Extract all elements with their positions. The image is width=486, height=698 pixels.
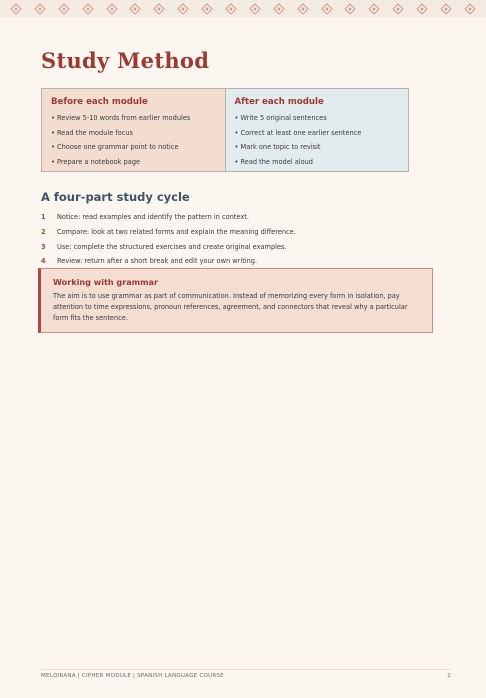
list-item: • Prepare a notebook page	[51, 155, 216, 170]
page-footer	[41, 673, 451, 679]
diamond-ornament-icon	[439, 2, 453, 16]
cycle-step	[41, 254, 441, 269]
bullet-icon: •	[51, 114, 55, 122]
diamond-ornament-icon	[272, 2, 286, 16]
list-item: • Review 5-10 words from earlier modules	[51, 111, 216, 126]
diamond-ornament-icon	[463, 2, 477, 16]
page-title: Study Method	[41, 48, 210, 73]
list-item: • Correct at least one earlier sentence	[235, 126, 400, 141]
after-module-panel	[226, 89, 409, 171]
step-number: 3	[41, 242, 46, 251]
bullet-icon: •	[234, 114, 239, 122]
before-module-heading: Before each module	[51, 97, 148, 107]
bullet-icon: •	[51, 157, 55, 166]
diamond-ornament-icon	[152, 2, 166, 16]
diamond-ornament-icon	[343, 2, 357, 16]
diamond-ornament-icon	[200, 2, 214, 16]
step-text: Notice: read examples and identify the pattern in context.	[57, 213, 249, 222]
before-module-panel	[42, 89, 226, 171]
cycle-step	[41, 239, 441, 254]
module-checklist-panels	[41, 88, 409, 172]
list-item: • Write 5 original sentences	[235, 111, 400, 126]
diamond-ornament-icon	[248, 2, 262, 16]
list-item: • Read the module focus	[51, 126, 216, 141]
step-number: 2	[41, 228, 46, 237]
page-number: 2	[447, 673, 451, 679]
list-item: • Choose one grammar point to notice	[51, 140, 216, 155]
diamond-ornament-icon	[320, 2, 334, 16]
callout-heading: Working with grammar	[53, 277, 158, 287]
diamond-ornament-icon	[9, 2, 23, 16]
diamond-ornament-icon	[415, 2, 429, 16]
study-cycle-heading: A four-part study cycle	[41, 190, 190, 204]
bullet-icon: •	[234, 128, 239, 137]
diamond-ornament-icon	[391, 2, 405, 16]
after-module-list	[235, 111, 400, 169]
cycle-step	[41, 225, 441, 240]
before-module-list	[51, 111, 216, 169]
step-number: 4	[41, 257, 46, 266]
diamond-ornament-icon	[81, 2, 95, 16]
diamond-ornament-icon	[128, 2, 142, 16]
step-text: Review: return after a short break and edit your own writing.	[57, 257, 258, 266]
diamond-ornament-icon	[296, 2, 310, 16]
footer-divider	[41, 669, 451, 670]
bullet-icon: •	[234, 143, 239, 151]
diamond-ornament-icon	[57, 2, 71, 16]
decorative-header-band	[0, 0, 486, 17]
diamond-ornament-icon	[224, 2, 238, 16]
diamond-ornament-icon	[33, 2, 47, 16]
step-text: Use: complete the structured exercises and create original examples.	[57, 242, 287, 251]
bullet-icon: •	[51, 143, 55, 151]
diamond-ornament-icon	[367, 2, 381, 16]
callout-body: The aim is to use grammar as part of communication. Instead of memorizing every form in isolation, pay attention to time expressions, pronoun references, agreement, and connectors that reveal why a particular form fits the sentence.	[53, 292, 408, 322]
footer-course-label: MELQIRANA | CIPHER MODULE | SPANISH LANGUAGE COURSE	[41, 673, 224, 679]
cycle-step	[41, 210, 441, 225]
diamond-ornament-icon	[176, 2, 190, 16]
list-item: • Read the model aloud	[235, 155, 400, 170]
list-item: • Mark one topic to revisit	[235, 140, 400, 155]
study-cycle-steps	[41, 210, 441, 269]
diamond-ornament-icon	[105, 2, 119, 16]
step-text: Compare: look at two related forms and explain the meaning difference.	[57, 228, 296, 237]
step-number: 1	[41, 213, 46, 222]
bullet-icon: •	[234, 157, 239, 166]
bullet-icon: •	[51, 128, 55, 137]
after-module-heading: After each module	[234, 97, 324, 107]
grammar-callout	[38, 268, 433, 333]
